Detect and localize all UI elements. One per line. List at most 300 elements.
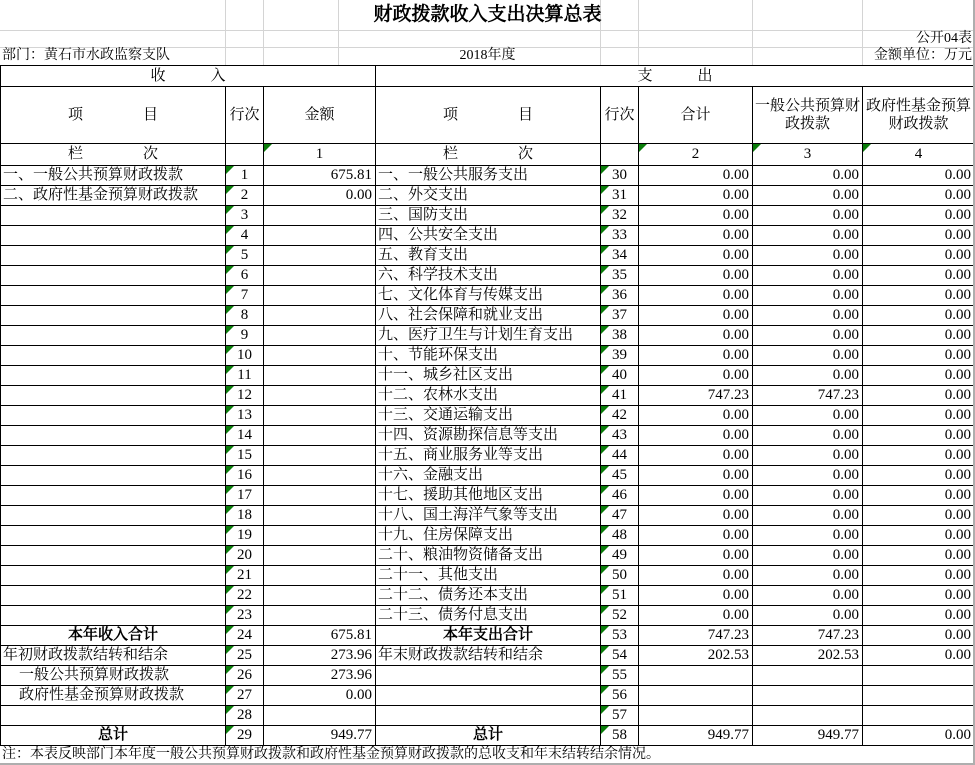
income-lineno-header[interactable]: 行次 bbox=[226, 87, 264, 144]
income-item-cell[interactable] bbox=[1, 306, 226, 326]
cell-flag-icon bbox=[601, 166, 609, 174]
income-item-cell[interactable]: 总计 bbox=[1, 726, 226, 746]
expense-total-cell[interactable]: 0.00 bbox=[639, 266, 753, 286]
expense-item-cell[interactable]: 十六、金融支出 bbox=[376, 466, 601, 486]
expense-line-cell[interactable] bbox=[601, 286, 639, 306]
line-number: 51 bbox=[612, 587, 627, 603]
expense-line-cell[interactable] bbox=[601, 366, 639, 386]
income-amount-cell[interactable] bbox=[264, 526, 376, 546]
income-amount-cell[interactable] bbox=[264, 466, 376, 486]
expense-fund-cell[interactable]: 0.00 bbox=[863, 546, 975, 566]
line-number: 57 bbox=[612, 707, 627, 723]
expense-line-cell[interactable] bbox=[601, 346, 639, 366]
expense-fund-cell[interactable]: 0.00 bbox=[863, 506, 975, 526]
expense-fund-cell[interactable] bbox=[863, 666, 975, 686]
expense-item-cell[interactable]: 十三、交通运输支出 bbox=[376, 406, 601, 426]
income-item-cell[interactable]: 一般公共预算财政拨款 bbox=[1, 666, 226, 686]
income-item-cell[interactable] bbox=[1, 606, 226, 626]
expense-fund-cell[interactable]: 0.00 bbox=[863, 626, 975, 646]
expense-item-cell[interactable]: 本年支出合计 bbox=[376, 626, 601, 646]
cell-flag-icon bbox=[601, 566, 609, 574]
income-item-cell[interactable] bbox=[1, 406, 226, 426]
income-item-cell[interactable] bbox=[1, 706, 226, 726]
income-amount-cell[interactable] bbox=[264, 706, 376, 726]
expense-line-cell[interactable] bbox=[601, 206, 639, 226]
expense-total-cell[interactable]: 0.00 bbox=[639, 246, 753, 266]
expense-item-cell[interactable]: 二十三、债务付息支出 bbox=[376, 606, 601, 626]
expense-general-cell[interactable]: 747.23 bbox=[753, 386, 863, 406]
income-item-cell[interactable] bbox=[1, 446, 226, 466]
expense-item-cell[interactable]: 十八、国土海洋气象等支出 bbox=[376, 506, 601, 526]
expense-total-cell[interactable]: 0.00 bbox=[639, 226, 753, 246]
expense-column-index-label[interactable]: 栏 次 bbox=[376, 144, 601, 166]
cell-flag-icon bbox=[226, 166, 234, 174]
expense-line-cell[interactable] bbox=[601, 486, 639, 506]
expense-item-cell[interactable]: 总计 bbox=[376, 726, 601, 746]
expense-total-cell[interactable] bbox=[639, 666, 753, 686]
cell-flag-icon bbox=[226, 446, 234, 454]
cell-flag-icon bbox=[601, 726, 609, 734]
expense-general-cell[interactable]: 202.53 bbox=[753, 646, 863, 666]
line-number: 58 bbox=[612, 727, 627, 743]
expense-item-cell[interactable]: 七、文化体育与传媒支出 bbox=[376, 286, 601, 306]
expense-line-cell[interactable] bbox=[601, 646, 639, 666]
income-item-cell[interactable] bbox=[1, 346, 226, 366]
expense-general-cell[interactable]: 0.00 bbox=[753, 166, 863, 186]
income-amount-cell[interactable] bbox=[264, 606, 376, 626]
expense-fund-cell[interactable]: 0.00 bbox=[863, 166, 975, 186]
income-amount-cell[interactable]: 273.96 bbox=[264, 646, 376, 666]
income-amount-cell[interactable] bbox=[264, 486, 376, 506]
expense-item-cell[interactable]: 三、国防支出 bbox=[376, 206, 601, 226]
expense-line-cell[interactable] bbox=[601, 606, 639, 626]
line-number: 6 bbox=[240, 267, 249, 283]
expense-item-header[interactable]: 项 目 bbox=[376, 87, 601, 144]
income-amount-cell[interactable]: 273.96 bbox=[264, 666, 376, 686]
expense-line-cell[interactable] bbox=[601, 666, 639, 686]
expense-general-cell[interactable]: 0.00 bbox=[753, 286, 863, 306]
expense-fund-cell[interactable]: 0.00 bbox=[863, 426, 975, 446]
expense-item-cell[interactable] bbox=[376, 706, 601, 726]
expense-line-cell[interactable] bbox=[601, 326, 639, 346]
expense-total-cell[interactable]: 0.00 bbox=[639, 306, 753, 326]
expense-item-cell[interactable]: 四、公共安全支出 bbox=[376, 226, 601, 246]
expense-item-cell[interactable]: 六、科学技术支出 bbox=[376, 266, 601, 286]
expense-item-cell[interactable]: 二十一、其他支出 bbox=[376, 566, 601, 586]
expense-general-cell[interactable]: 0.00 bbox=[753, 426, 863, 446]
income-line-cell[interactable] bbox=[226, 326, 264, 346]
income-item-cell[interactable] bbox=[1, 506, 226, 526]
expense-fund-cell[interactable]: 0.00 bbox=[863, 186, 975, 206]
income-line-cell[interactable] bbox=[226, 186, 264, 206]
expense-fund-cell[interactable]: 0.00 bbox=[863, 326, 975, 346]
income-item-cell[interactable] bbox=[1, 466, 226, 486]
income-item-cell[interactable] bbox=[1, 486, 226, 506]
column-number-cell[interactable] bbox=[264, 144, 376, 166]
expense-general-cell[interactable]: 0.00 bbox=[753, 366, 863, 386]
income-amount-cell[interactable] bbox=[264, 446, 376, 466]
expense-total-cell[interactable] bbox=[639, 686, 753, 706]
cell-flag-icon bbox=[226, 266, 234, 274]
expense-fund-cell[interactable]: 0.00 bbox=[863, 366, 975, 386]
income-item-cell[interactable] bbox=[1, 566, 226, 586]
income-item-cell[interactable] bbox=[1, 266, 226, 286]
income-amount-cell[interactable] bbox=[264, 286, 376, 306]
cell-flag-icon bbox=[601, 306, 609, 314]
income-amount-cell[interactable]: 675.81 bbox=[264, 166, 376, 186]
cell-flag-icon bbox=[601, 246, 609, 254]
empty-cell[interactable] bbox=[226, 144, 264, 166]
expense-fund-cell[interactable] bbox=[863, 686, 975, 706]
expense-general-cell[interactable] bbox=[753, 666, 863, 686]
column-number-cell[interactable] bbox=[639, 144, 753, 166]
expense-fund-cell[interactable]: 0.00 bbox=[863, 266, 975, 286]
expense-general-cell[interactable] bbox=[753, 706, 863, 726]
expense-total-cell[interactable]: 202.53 bbox=[639, 646, 753, 666]
expense-general-cell[interactable]: 0.00 bbox=[753, 446, 863, 466]
income-item-cell[interactable] bbox=[1, 426, 226, 446]
income-item-cell[interactable] bbox=[1, 326, 226, 346]
income-line-cell[interactable] bbox=[226, 566, 264, 586]
income-line-cell[interactable] bbox=[226, 166, 264, 186]
expense-line-cell[interactable] bbox=[601, 466, 639, 486]
income-line-cell[interactable] bbox=[226, 246, 264, 266]
expense-general-cell[interactable]: 0.00 bbox=[753, 186, 863, 206]
income-line-cell[interactable] bbox=[226, 626, 264, 646]
cell-flag-icon bbox=[601, 386, 609, 394]
expense-total-cell[interactable]: 0.00 bbox=[639, 206, 753, 226]
expense-total-cell[interactable]: 0.00 bbox=[639, 486, 753, 506]
expense-total-cell[interactable]: 0.00 bbox=[639, 446, 753, 466]
income-line-cell[interactable] bbox=[226, 586, 264, 606]
expense-line-cell[interactable] bbox=[601, 726, 639, 746]
expense-fund-cell[interactable]: 0.00 bbox=[863, 446, 975, 466]
expense-general-cell[interactable]: 0.00 bbox=[753, 546, 863, 566]
line-number: 48 bbox=[612, 527, 627, 543]
income-line-cell[interactable] bbox=[226, 686, 264, 706]
empty-cell[interactable] bbox=[601, 144, 639, 166]
line-number: 13 bbox=[237, 407, 252, 423]
expense-general-cell[interactable]: 0.00 bbox=[753, 526, 863, 546]
expense-line-cell[interactable] bbox=[601, 266, 639, 286]
expense-fund-cell[interactable]: 0.00 bbox=[863, 526, 975, 546]
income-line-cell[interactable] bbox=[226, 286, 264, 306]
income-amount-cell[interactable] bbox=[264, 246, 376, 266]
expense-line-cell[interactable] bbox=[601, 306, 639, 326]
income-item-cell[interactable] bbox=[1, 526, 226, 546]
income-line-cell[interactable] bbox=[226, 206, 264, 226]
cell-flag-icon bbox=[226, 486, 234, 494]
income-item-cell[interactable] bbox=[1, 366, 226, 386]
income-item-cell[interactable]: 政府性基金预算财政拨款 bbox=[1, 686, 226, 706]
line-number: 39 bbox=[612, 347, 627, 363]
expense-item-cell[interactable]: 二十、粮油物资储备支出 bbox=[376, 546, 601, 566]
income-amount-cell[interactable] bbox=[264, 226, 376, 246]
cell-flag-icon bbox=[601, 286, 609, 294]
expense-line-cell[interactable] bbox=[601, 706, 639, 726]
line-number: 21 bbox=[237, 567, 252, 583]
income-line-cell[interactable] bbox=[226, 266, 264, 286]
expenditure-section-header[interactable]: 支 出 bbox=[376, 66, 975, 87]
income-amount-cell[interactable] bbox=[264, 366, 376, 386]
income-line-cell[interactable] bbox=[226, 366, 264, 386]
expense-item-cell[interactable]: 十、节能环保支出 bbox=[376, 346, 601, 366]
expense-fund-cell[interactable]: 0.00 bbox=[863, 346, 975, 366]
expense-general-cell[interactable]: 0.00 bbox=[753, 326, 863, 346]
income-amount-cell[interactable] bbox=[264, 206, 376, 226]
expense-total-cell[interactable]: 0.00 bbox=[639, 546, 753, 566]
line-number: 47 bbox=[612, 507, 627, 523]
expense-fund-cell[interactable]: 0.00 bbox=[863, 406, 975, 426]
income-item-cell[interactable]: 本年收入合计 bbox=[1, 626, 226, 646]
income-line-cell[interactable] bbox=[226, 226, 264, 246]
income-line-cell[interactable] bbox=[226, 726, 264, 746]
income-line-cell[interactable] bbox=[226, 486, 264, 506]
fiscal-year-cell[interactable]: 2018年度 bbox=[459, 48, 516, 63]
column-number: 1 bbox=[315, 146, 324, 162]
expense-item-cell[interactable] bbox=[376, 666, 601, 686]
income-amount-cell[interactable] bbox=[264, 346, 376, 366]
income-amount-cell[interactable] bbox=[264, 326, 376, 346]
expense-item-cell[interactable]: 十五、商业服务业等支出 bbox=[376, 446, 601, 466]
expense-line-cell[interactable] bbox=[601, 226, 639, 246]
expense-item-cell[interactable]: 二、外交支出 bbox=[376, 186, 601, 206]
line-number: 5 bbox=[240, 247, 249, 263]
income-amount-cell[interactable] bbox=[264, 266, 376, 286]
expense-item-cell[interactable]: 十二、农林水支出 bbox=[376, 386, 601, 406]
expense-fund-cell[interactable]: 0.00 bbox=[863, 226, 975, 246]
expense-lineno-header[interactable]: 行次 bbox=[601, 87, 639, 144]
expense-fund-cell[interactable]: 0.00 bbox=[863, 586, 975, 606]
income-amount-cell[interactable] bbox=[264, 566, 376, 586]
expense-total-cell[interactable]: 0.00 bbox=[639, 366, 753, 386]
expense-fund-cell[interactable]: 0.00 bbox=[863, 386, 975, 406]
expense-general-cell[interactable]: 0.00 bbox=[753, 586, 863, 606]
income-item-cell[interactable] bbox=[1, 206, 226, 226]
expense-fund-cell[interactable]: 0.00 bbox=[863, 306, 975, 326]
cell-flag-icon bbox=[601, 326, 609, 334]
expense-item-cell[interactable]: 十九、住房保障支出 bbox=[376, 526, 601, 546]
column-number-cell[interactable] bbox=[753, 144, 863, 166]
income-line-cell[interactable] bbox=[226, 706, 264, 726]
expense-fund-cell[interactable]: 0.00 bbox=[863, 566, 975, 586]
income-amount-cell[interactable]: 949.77 bbox=[264, 726, 376, 746]
cell-flag-icon bbox=[639, 144, 647, 152]
expense-total-cell[interactable]: 747.23 bbox=[639, 626, 753, 646]
expense-fund-cell[interactable]: 0.00 bbox=[863, 486, 975, 506]
expense-general-cell[interactable]: 0.00 bbox=[753, 246, 863, 266]
cell-flag-icon bbox=[601, 406, 609, 414]
income-item-cell[interactable]: 年初财政拨款结转和结余 bbox=[1, 646, 226, 666]
income-item-cell[interactable] bbox=[1, 586, 226, 606]
income-line-cell[interactable] bbox=[226, 666, 264, 686]
expense-item-cell[interactable]: 一、一般公共服务支出 bbox=[376, 166, 601, 186]
income-amount-cell[interactable] bbox=[264, 386, 376, 406]
income-amount-cell[interactable] bbox=[264, 546, 376, 566]
department-cell[interactable]: 部门：黄石市水政监察支队 bbox=[2, 48, 170, 63]
line-number: 17 bbox=[237, 487, 252, 503]
cell-flag-icon bbox=[753, 144, 761, 152]
expense-general-cell[interactable]: 949.77 bbox=[753, 726, 863, 746]
income-item-cell[interactable]: 二、政府性基金预算财政拨款 bbox=[1, 186, 226, 206]
line-number: 18 bbox=[237, 507, 252, 523]
expense-general-cell[interactable]: 0.00 bbox=[753, 226, 863, 246]
expense-total-cell[interactable]: 0.00 bbox=[639, 406, 753, 426]
income-line-cell[interactable] bbox=[226, 546, 264, 566]
expense-total-cell[interactable]: 0.00 bbox=[639, 286, 753, 306]
meta-row bbox=[0, 47, 975, 65]
income-item-cell[interactable] bbox=[1, 226, 226, 246]
line-number: 12 bbox=[237, 387, 252, 403]
cell-flag-icon bbox=[601, 606, 609, 614]
income-item-cell[interactable] bbox=[1, 546, 226, 566]
income-item-cell[interactable] bbox=[1, 246, 226, 266]
expense-total-cell[interactable]: 0.00 bbox=[639, 326, 753, 346]
expense-general-cell[interactable]: 0.00 bbox=[753, 266, 863, 286]
expense-total-header[interactable]: 合计 bbox=[639, 87, 753, 144]
expense-total-cell[interactable]: 0.00 bbox=[639, 166, 753, 186]
expense-line-cell[interactable] bbox=[601, 406, 639, 426]
expense-fund-cell[interactable]: 0.00 bbox=[863, 206, 975, 226]
expense-item-cell[interactable]: 二十二、债务还本支出 bbox=[376, 586, 601, 606]
income-amount-cell[interactable] bbox=[264, 406, 376, 426]
expense-general-cell[interactable]: 0.00 bbox=[753, 306, 863, 326]
income-line-cell[interactable] bbox=[226, 386, 264, 406]
expense-line-cell[interactable] bbox=[601, 426, 639, 446]
expense-item-cell[interactable]: 五、教育支出 bbox=[376, 246, 601, 266]
expense-fund-cell[interactable]: 0.00 bbox=[863, 286, 975, 306]
expense-fund-cell[interactable]: 0.00 bbox=[863, 466, 975, 486]
expense-general-cell[interactable]: 0.00 bbox=[753, 346, 863, 366]
income-line-cell[interactable] bbox=[226, 306, 264, 326]
line-number: 1 bbox=[240, 167, 249, 183]
income-amount-cell[interactable] bbox=[264, 306, 376, 326]
line-number: 20 bbox=[237, 547, 252, 563]
income-column-index-label[interactable]: 栏 次 bbox=[1, 144, 226, 166]
line-number: 55 bbox=[612, 667, 627, 683]
income-line-cell[interactable] bbox=[226, 606, 264, 626]
expense-fund-cell[interactable]: 0.00 bbox=[863, 726, 975, 746]
expense-line-cell[interactable] bbox=[601, 546, 639, 566]
cell-flag-icon bbox=[601, 346, 609, 354]
income-amount-header[interactable]: 金额 bbox=[264, 87, 376, 144]
expense-general-cell[interactable]: 0.00 bbox=[753, 606, 863, 626]
cell-flag-icon bbox=[226, 326, 234, 334]
expense-line-cell[interactable] bbox=[601, 446, 639, 466]
column-number-cell[interactable] bbox=[863, 144, 975, 166]
expense-line-cell[interactable] bbox=[601, 166, 639, 186]
expense-line-cell[interactable] bbox=[601, 626, 639, 646]
cell-flag-icon bbox=[226, 226, 234, 234]
income-item-cell[interactable] bbox=[1, 286, 226, 306]
income-item-header[interactable]: 项 目 bbox=[1, 87, 226, 144]
income-line-cell[interactable] bbox=[226, 506, 264, 526]
income-line-cell[interactable] bbox=[226, 446, 264, 466]
expense-total-cell[interactable]: 0.00 bbox=[639, 506, 753, 526]
expense-fund-cell[interactable]: 0.00 bbox=[863, 246, 975, 266]
income-item-cell[interactable]: 一、一般公共预算财政拨款 bbox=[1, 166, 226, 186]
income-line-cell[interactable] bbox=[226, 346, 264, 366]
expense-total-cell[interactable]: 0.00 bbox=[639, 606, 753, 626]
expense-fund-cell[interactable]: 0.00 bbox=[863, 606, 975, 626]
expense-general-budget-header[interactable]: 一般公共预算财政拨款 bbox=[753, 87, 863, 144]
expense-line-cell[interactable] bbox=[601, 386, 639, 406]
income-amount-cell[interactable]: 0.00 bbox=[264, 186, 376, 206]
expense-gov-fund-header[interactable]: 政府性基金预算财政拨款 bbox=[863, 87, 975, 144]
sheet-top-area bbox=[0, 0, 975, 65]
expense-total-cell[interactable]: 949.77 bbox=[639, 726, 753, 746]
expense-line-cell[interactable] bbox=[601, 566, 639, 586]
expense-item-cell[interactable]: 八、社会保障和就业支出 bbox=[376, 306, 601, 326]
income-amount-cell[interactable] bbox=[264, 586, 376, 606]
expense-general-cell[interactable]: 0.00 bbox=[753, 206, 863, 226]
expense-total-cell[interactable]: 0.00 bbox=[639, 426, 753, 446]
income-line-cell[interactable] bbox=[226, 526, 264, 546]
line-number: 40 bbox=[612, 367, 627, 383]
line-number: 45 bbox=[612, 467, 627, 483]
income-line-cell[interactable] bbox=[226, 466, 264, 486]
expense-line-cell[interactable] bbox=[601, 526, 639, 546]
expense-item-cell[interactable]: 年末财政拨款结转和结余 bbox=[376, 646, 601, 666]
expense-total-cell[interactable]: 0.00 bbox=[639, 346, 753, 366]
expense-item-cell[interactable]: 十七、援助其他地区支出 bbox=[376, 486, 601, 506]
expense-total-cell[interactable]: 747.23 bbox=[639, 386, 753, 406]
report-title: 财政拨款收入支出决算总表 bbox=[373, 4, 602, 25]
line-number: 54 bbox=[612, 647, 627, 663]
amount-unit-cell[interactable]: 金额单位：万元 bbox=[874, 48, 972, 63]
income-line-cell[interactable] bbox=[226, 406, 264, 426]
income-amount-cell[interactable]: 0.00 bbox=[264, 686, 376, 706]
expense-general-cell[interactable]: 0.00 bbox=[753, 406, 863, 426]
footnote: 注：本表反映部门本年度一般公共预算财政拨款和政府性基金预算财政拨款的总收支和年末结转结余情况。 bbox=[2, 747, 660, 762]
cell-flag-icon bbox=[226, 306, 234, 314]
expense-line-cell[interactable] bbox=[601, 506, 639, 526]
income-line-cell[interactable] bbox=[226, 646, 264, 666]
expense-general-cell[interactable]: 0.00 bbox=[753, 486, 863, 506]
expense-item-cell[interactable] bbox=[376, 686, 601, 706]
expense-fund-cell[interactable]: 0.00 bbox=[863, 646, 975, 666]
expense-total-cell[interactable]: 0.00 bbox=[639, 186, 753, 206]
expense-general-cell[interactable] bbox=[753, 686, 863, 706]
expense-total-cell[interactable]: 0.00 bbox=[639, 526, 753, 546]
income-item-cell[interactable] bbox=[1, 386, 226, 406]
income-section-header[interactable]: 收 入 bbox=[1, 66, 376, 87]
expense-fund-cell[interactable] bbox=[863, 706, 975, 726]
expense-total-cell[interactable]: 0.00 bbox=[639, 586, 753, 606]
income-line-cell[interactable] bbox=[226, 426, 264, 446]
line-number: 36 bbox=[612, 287, 627, 303]
expense-total-cell[interactable] bbox=[639, 706, 753, 726]
expense-total-cell[interactable]: 0.00 bbox=[639, 466, 753, 486]
expense-line-cell[interactable] bbox=[601, 246, 639, 266]
expense-item-cell[interactable]: 十四、资源勘探信息等支出 bbox=[376, 426, 601, 446]
expense-general-cell[interactable]: 0.00 bbox=[753, 506, 863, 526]
expense-item-cell[interactable]: 九、医疗卫生与计划生育支出 bbox=[376, 326, 601, 346]
expense-total-cell[interactable]: 0.00 bbox=[639, 566, 753, 586]
income-amount-cell[interactable]: 675.81 bbox=[264, 626, 376, 646]
income-amount-cell[interactable] bbox=[264, 506, 376, 526]
expense-line-cell[interactable] bbox=[601, 686, 639, 706]
expense-line-cell[interactable] bbox=[601, 586, 639, 606]
cell-flag-icon bbox=[226, 286, 234, 294]
expense-item-cell[interactable]: 十一、城乡社区支出 bbox=[376, 366, 601, 386]
expense-general-cell[interactable]: 747.23 bbox=[753, 626, 863, 646]
cell-flag-icon bbox=[264, 144, 272, 152]
expense-general-cell[interactable]: 0.00 bbox=[753, 466, 863, 486]
expense-general-cell[interactable]: 0.00 bbox=[753, 566, 863, 586]
income-amount-cell[interactable] bbox=[264, 426, 376, 446]
expense-line-cell[interactable] bbox=[601, 186, 639, 206]
